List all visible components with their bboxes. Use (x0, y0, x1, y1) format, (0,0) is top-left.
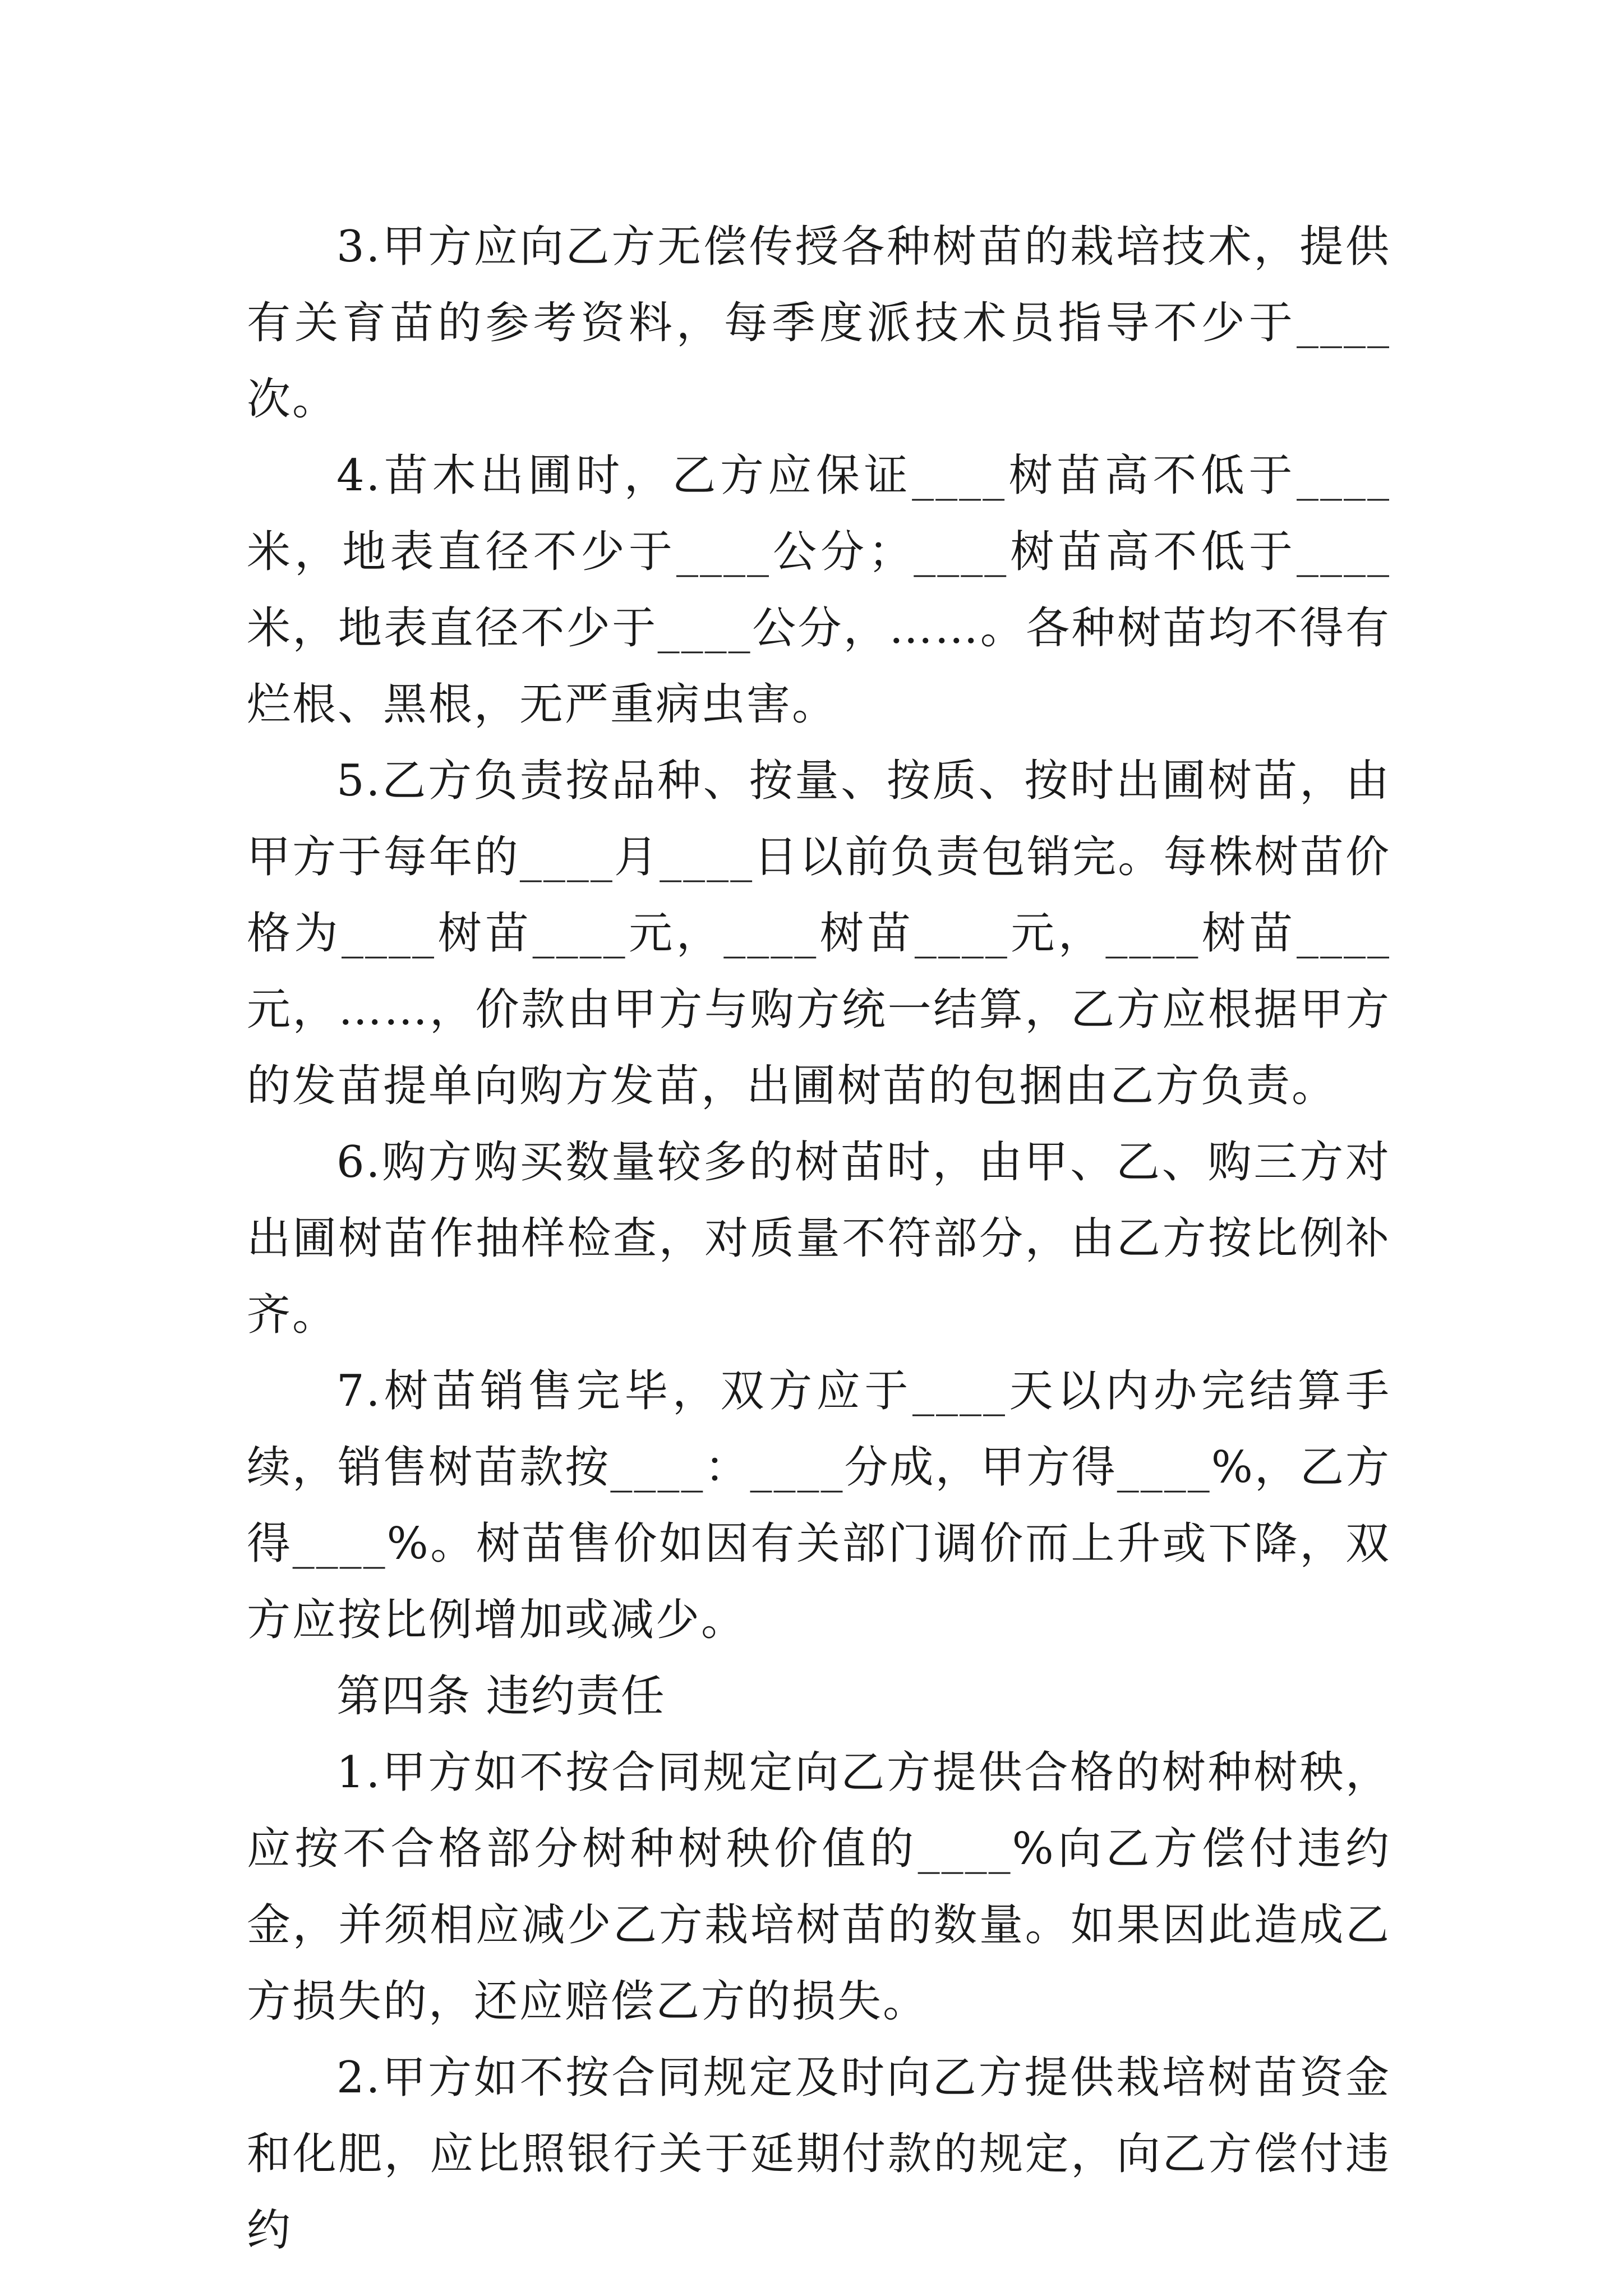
breach-clause-1: 1.甲方如不按合同规定向乙方提供合格的树种树秧，应按不合格部分树种树秧价值的____%向乙方偿付违约金，并须相应减少乙方栽培树苗的数量。如果因此造成乙方损失的，还应赔偿乙方的损失。 (247, 1747, 1391, 2027)
clause-5: 5.乙方负责按品种、按量、按质、按时出圃树苗，由甲方于每年的____月____日以前负责包销完。每株树苗价格为____树苗____元，____树苗____元，____树苗____元，……，价款由甲方与购方统一结算，乙方应根据甲方的发苗提单向购方发苗，出圃树苗的包捆由乙方负责。 (247, 756, 1391, 1111)
clause-6: 6.购方购买数量较多的树苗时，由甲、乙、购三方对出圃树苗作抽样检查，对质量不符部分，由乙方按比例补齐。 (247, 1137, 1391, 1340)
clause-3: 3.甲方应向乙方无偿传授各种树苗的栽培技术，提供有关育苗的参考资料，每季度派技术员指导不少于____次。 (247, 222, 1391, 425)
clause-4: 4.苗木出圃时，乙方应保证____树苗高不低于____米，地表直径不少于____公分；____树苗高不低于____米，地表直径不少于____公分，……。各种树苗均不得有烂根、黑根，无严重病虫害。 (247, 450, 1391, 730)
breach-clause-2: 2.甲方如不按合同规定及时向乙方提供栽培树苗资金和化肥，应比照银行关于延期付款的规定，向乙方偿付违约 (247, 2053, 1391, 2256)
clause-7: 7.树苗销售完毕，双方应于____天以内办完结算手续，销售树苗款按____：____分成，甲方得____%，乙方得____%。树苗售价如因有关部门调价而上升或下降，双方应按比例增加或减少。 (247, 1366, 1391, 1645)
section-heading-breach-liability: 第四条 违约责任 (336, 1671, 666, 1722)
document-body (247, 209, 1391, 2269)
